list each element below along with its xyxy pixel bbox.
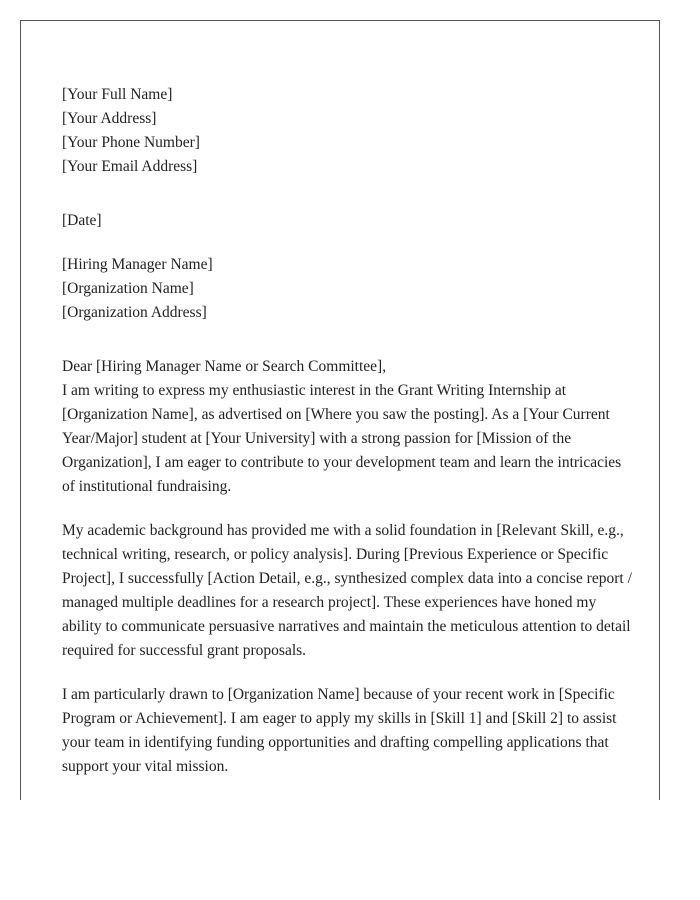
recipient-address: [Organization Address] [62, 304, 207, 321]
body-paragraph-3: I am particularly drawn to [Organization Name] because of your recent work in [Specific Program or Achievement]. I am eager to apply my skills in [Skill 1] and [Skill 2] to assist your team in identifying funding opportunities and drafting compelling applications that support your vital mission. [62, 686, 617, 775]
cover-letter [62, 83, 637, 779]
body-paragraph-1: I am writing to express my enthusiastic interest in the Grant Writing Internship at [Organization Name], as advertised on [Where you saw the posting]. As a [Your Current Year/Major] student at [Your University] with a strong passion for [Mission of the Organization], I am eager to contribute to your development team and learn the intricacies of institutional fundraising. [62, 382, 622, 495]
letter-body [62, 355, 637, 779]
sender-email: [Your Email Address] [62, 158, 198, 175]
salutation: Dear [Hiring Manager Name or Search Committee], [62, 358, 387, 375]
letter-date: [Date] [62, 212, 102, 229]
body-paragraph-2: My academic background has provided me with a solid foundation in [Relevant Skill, e.g., technical writing, research, or policy analysis]. During [Previous Experience or Specific Project], I successfully [Action Detail, e.g., synthesized complex data into a concise report / managed multiple deadlines for a research project]. These experiences have honed my ability to communicate persuasive narratives and maintain the meticulous attention to detail required for successful grant proposals. [62, 522, 632, 659]
sender-name: [Your Full Name] [62, 86, 173, 103]
sender-address: [Your Address] [62, 110, 157, 127]
date-block [62, 209, 637, 233]
sender-phone: [Your Phone Number] [62, 134, 200, 151]
letter-page [20, 20, 660, 800]
recipient-block [62, 253, 637, 325]
recipient-name: [Hiring Manager Name] [62, 256, 213, 273]
recipient-organization: [Organization Name] [62, 280, 194, 297]
sender-block [62, 83, 637, 179]
